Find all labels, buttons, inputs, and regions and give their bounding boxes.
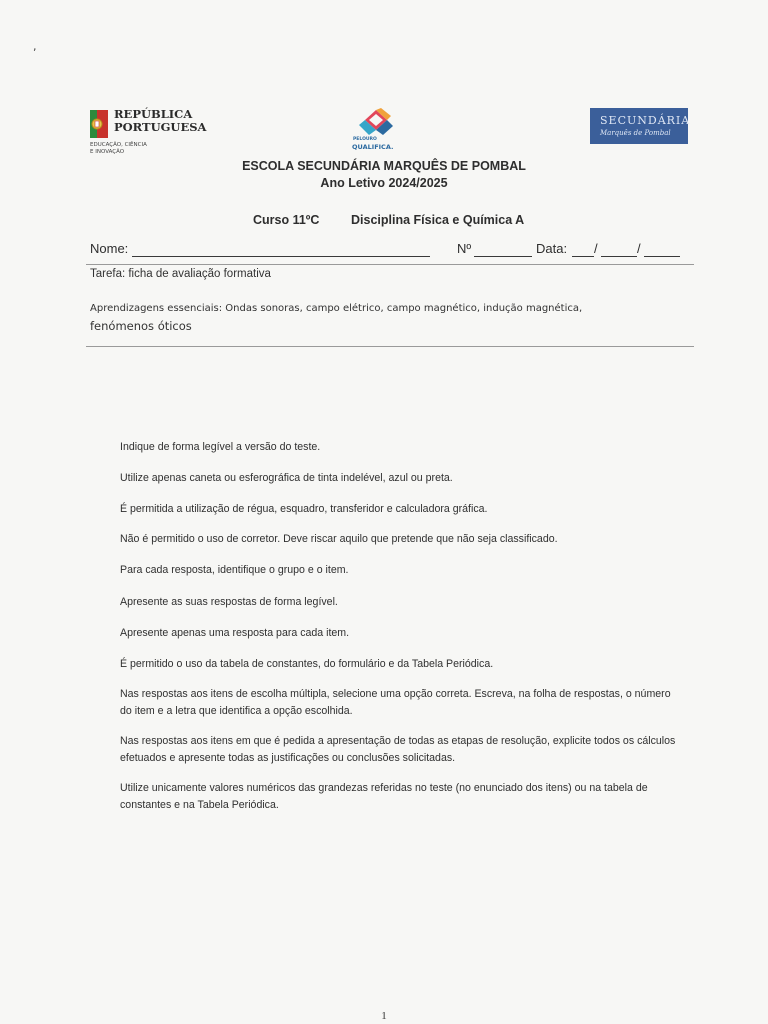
republica-line2: PORTUGUESA bbox=[114, 120, 207, 134]
republica-line1: REPÚBLICA bbox=[114, 107, 193, 121]
name-label: Nome: bbox=[90, 241, 129, 256]
number-field[interactable] bbox=[474, 256, 532, 257]
date-separator-1: / bbox=[594, 241, 598, 256]
name-field[interactable] bbox=[132, 256, 430, 257]
instruction-item: Indique de forma legível a versão do teste. bbox=[120, 441, 321, 453]
secundaria-title: SECUNDÁRIA bbox=[600, 114, 691, 127]
learning-divider bbox=[86, 346, 694, 347]
qualifica-logo bbox=[352, 108, 397, 151]
learning-line2: fenómenos óticos bbox=[90, 319, 192, 333]
republica-sub2: E INOVAÇÃO bbox=[90, 149, 125, 155]
instruction-item: Nas respostas aos itens de escolha múltipla, selecione uma opção correta. Escreva, na folha de respostas, o número do item e a letra que identifica a opção escolhida. bbox=[120, 688, 671, 717]
header-divider bbox=[86, 264, 694, 265]
task-description: Tarefa: ficha de avaliação formativa bbox=[90, 268, 271, 280]
flag-emblem-icon bbox=[90, 110, 108, 138]
instruction-item: Nas respostas aos itens em que é pedida a apresentação de todas as etapas de resolução, explicite todos os cálculos efetuados e apresente todas as justificações ou conclusões solicitadas. bbox=[120, 735, 676, 764]
qualifica-name: QUALIFICA. bbox=[352, 143, 394, 151]
secundaria-logo bbox=[590, 108, 691, 144]
instruction-item: Apresente apenas uma resposta para cada item. bbox=[120, 627, 350, 639]
date-separator-2: / bbox=[637, 241, 641, 256]
republica-sub1: EDUCAÇÃO, CIÊNCIA bbox=[90, 142, 147, 148]
school-year: Ano Letivo 2024/2025 bbox=[320, 176, 448, 190]
date-day-field[interactable] bbox=[572, 256, 594, 257]
date-label: Data: bbox=[536, 241, 568, 256]
instruction-item: É permitido o uso da tabela de constantes, do formulário e da Tabela Periódica. bbox=[120, 658, 494, 670]
scan-mark: , bbox=[33, 40, 37, 53]
instruction-item: Utilize unicamente valores numéricos das grandezas referidas no teste (no enunciado dos itens) ou na tabela de constantes e na Tabela Periódica. bbox=[120, 782, 648, 811]
school-name: ESCOLA SECUNDÁRIA MARQUÊS DE POMBAL bbox=[242, 159, 526, 173]
learning-line1: Aprendizagens essenciais: Ondas sonoras, campo elétrico, campo magnético, indução magnética, bbox=[90, 303, 583, 314]
instruction-item: Para cada resposta, identifique o grupo e o item. bbox=[120, 564, 349, 576]
instruction-item: Utilize apenas caneta ou esferográfica de tinta indelével, azul ou preta. bbox=[120, 472, 453, 484]
qualifica-emblem-icon bbox=[355, 108, 397, 138]
number-label: Nº bbox=[457, 241, 472, 256]
qualifica-small-text: PELOURO bbox=[353, 137, 377, 142]
date-month-field[interactable] bbox=[601, 256, 637, 257]
subject-label: Disciplina Física e Química A bbox=[351, 213, 525, 227]
instruction-item: É permitida a utilização de régua, esquadro, transferidor e calculadora gráfica. bbox=[120, 503, 488, 515]
date-year-field[interactable] bbox=[644, 256, 680, 257]
course-label: Curso 11ºC bbox=[253, 213, 320, 227]
instruction-item: Não é permitido o uso de corretor. Deve riscar aquilo que pretende que não seja classificado. bbox=[120, 533, 558, 545]
secundaria-subtitle: Marquês de Pombal bbox=[600, 129, 671, 137]
page-number: 1 bbox=[381, 1010, 387, 1022]
instruction-item: Apresente as suas respostas de forma legível. bbox=[120, 596, 338, 608]
